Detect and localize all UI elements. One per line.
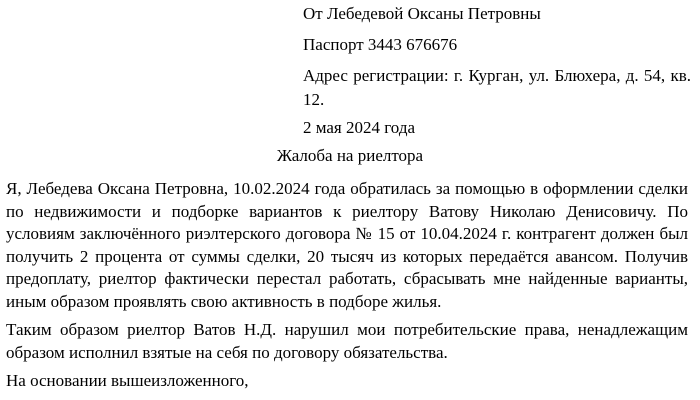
body-paragraph-2: Таким образом риелтор Ватов Н.Д. нарушил мои потребительские права, ненадлежащим образом исполнил взятые на себя по договору обязательства.: [6, 320, 688, 362]
passport-line: Паспорт 3443 676676: [303, 35, 458, 54]
document-title: Жалоба на риелтора: [276, 146, 424, 165]
document-date: 2 мая 2024 года: [303, 118, 416, 137]
body-paragraph-1: Я, Лебедева Оксана Петровна, 10.02.2024 года обратилась за помощью в оформлении сделки по недвижимости и подборке вариантов к риелтору Ватову Николаю Денисовичу. По условиям заключённого риэлтерского договора № 15 от 10.04.2024 г. контрагент должен был получить 2 процента от суммы сделки, 20 тысяч из которых передаётся авансом. Получив предоплату, риелтор фактически перестал работать, сбрасывать мне найденные варианты, иным образом проявлять свою активность в подборе жилья.: [6, 179, 688, 311]
body-paragraph-3: На основании вышеизложенного,: [6, 371, 249, 390]
registration-address: Адрес регистрации: г. Курган, ул. Блюхера, д. 54, кв. 12.: [303, 66, 691, 109]
sender-header: [303, 0, 693, 140]
sender-name-line: От Лебедевой Оксаны Петровны: [303, 4, 541, 23]
